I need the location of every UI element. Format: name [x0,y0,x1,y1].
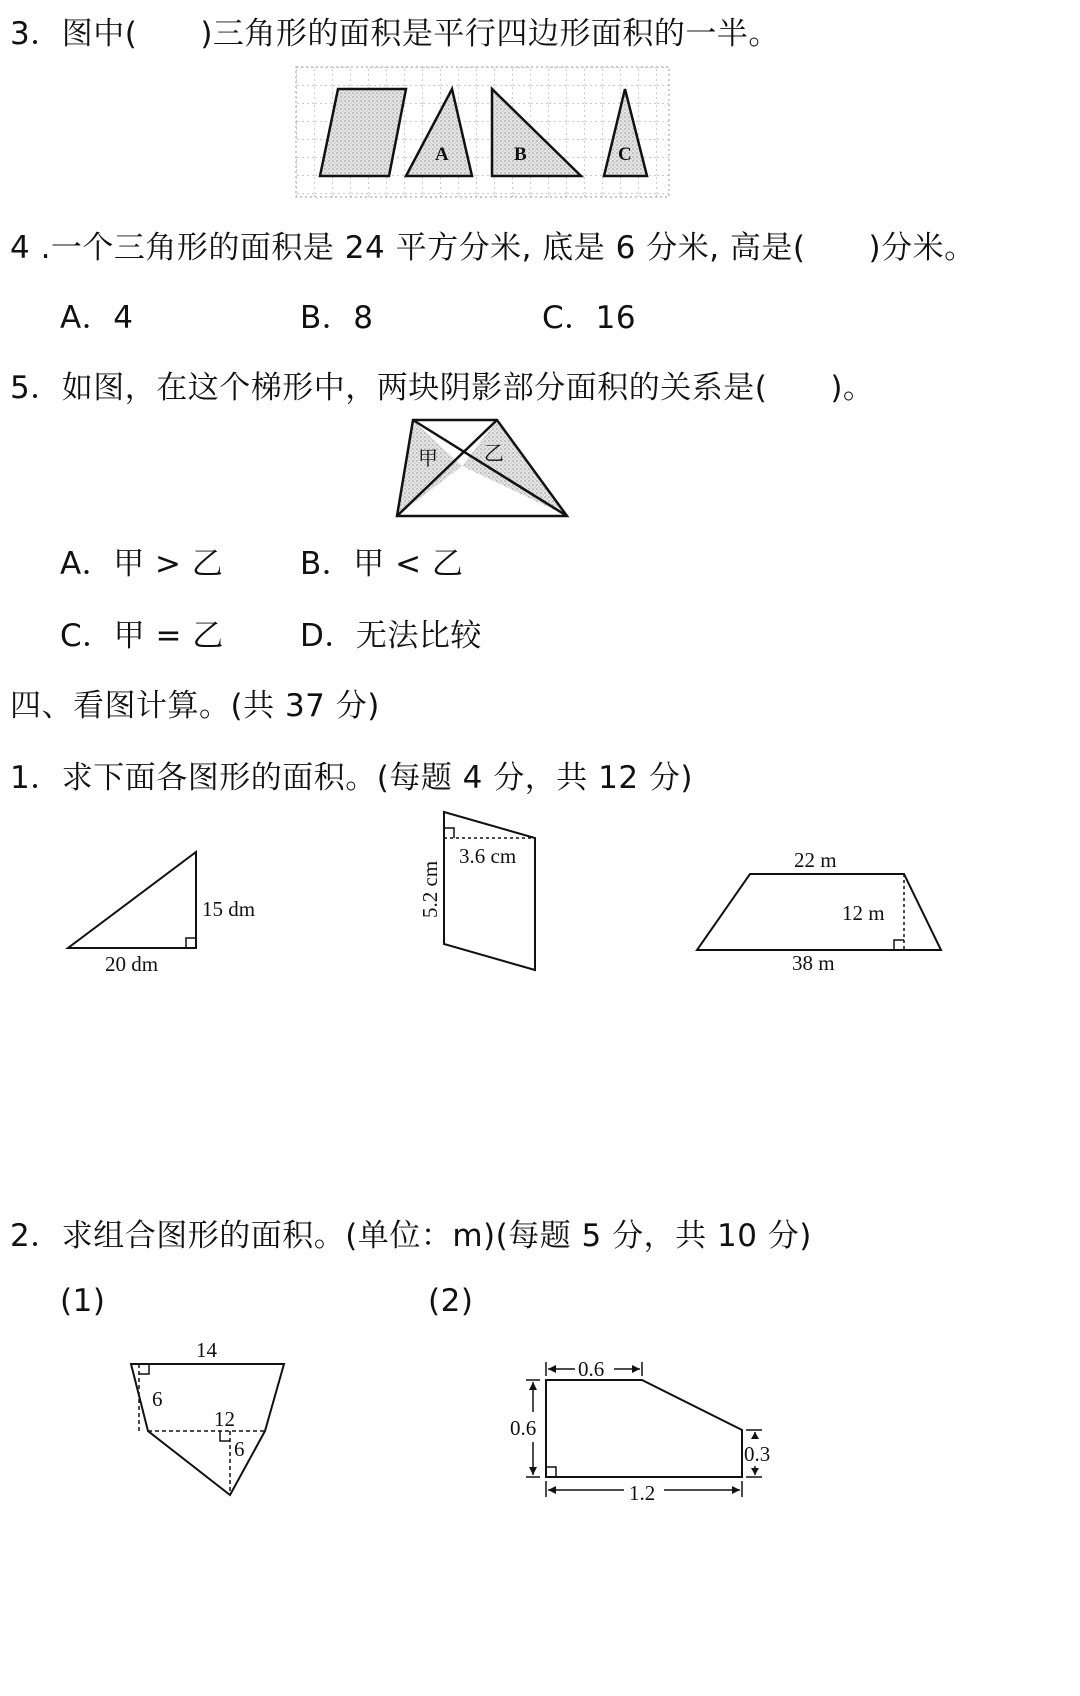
fig2-left-arrow-top [529,1382,537,1390]
fig1-right-angle-mark-1 [139,1364,149,1374]
fig1-top-label: 14 [196,1338,217,1362]
fig1-right-angle-mark-2 [220,1431,230,1441]
s4q2-fig1-label: (1) [60,1283,106,1319]
q5-option-c[interactable]: C．甲 = 乙 [60,618,224,654]
trapezoid-right-angle-mark [894,940,904,950]
fig2-top-arrow-left [548,1365,556,1373]
s4q2-fig2-label: (2) [428,1283,474,1319]
fig1-mid-label: 12 [214,1407,235,1431]
fig2-bottom-arrow-right [732,1486,740,1494]
s4q1-trapezoid [697,848,941,975]
fig2-left-label: 0.6 [510,1416,537,1440]
s4q1-text: 1．求下面各图形的面积。(每题 4 分，共 12 分) [10,760,693,796]
fig2-bottom-arrow-left [548,1486,556,1494]
q5-label-yi: 乙 [484,441,504,465]
q3-text: 3．图中( )三角形的面积是平行四边形面积的一半。 [10,16,780,52]
triangle-height-label: 15 dm [202,897,256,921]
parallelogram-side-label: 5.2 cm [418,860,442,918]
fig2-right-arrow-bottom [751,1468,759,1475]
q5-text: 5．如图，在这个梯形中，两块阴影部分面积的关系是( )。 [10,370,875,406]
q5-option-b[interactable]: B．甲 < 乙 [300,546,464,582]
fig1-shape [131,1364,284,1495]
triangle-shape [68,852,196,948]
fig1-h1-label: 6 [152,1387,163,1411]
fig2-bottom-label: 1.2 [629,1481,656,1505]
q3-figure [296,67,669,197]
fig2-right-arrow-top [751,1432,759,1439]
fig2-right-label: 0.3 [744,1442,771,1466]
q3-label-b: B [514,144,527,165]
parallelogram-height-label: 3.6 cm [459,844,517,868]
q3-label-a: A [435,144,449,165]
fig2-left-arrow-bottom [529,1467,537,1475]
s4q2-fig2 [510,1357,770,1505]
triangle-base-label: 20 dm [105,952,159,976]
parallelogram-right-angle-mark [444,828,454,838]
q3-label-c: C [618,144,632,165]
q4-option-b[interactable]: B．8 [300,300,374,336]
fig1-h2-label: 6 [234,1437,245,1461]
s4q1-parallelogram [418,812,535,970]
trapezoid-top-label: 22 m [794,848,837,872]
q4-text: 4 .一个三角形的面积是 24 平方分米, 底是 6 分米, 高是( )分米。 [10,230,976,266]
s4q1-triangle [68,852,255,976]
s4q2-fig1 [131,1338,284,1495]
s4q2-text: 2．求组合图形的面积。(单位：m)(每题 5 分，共 10 分) [10,1218,812,1254]
trapezoid-bottom-label: 38 m [792,951,835,975]
q5-label-jia: 甲 [418,446,438,470]
parallelogram-shape [444,812,535,970]
q5-option-d[interactable]: D．无法比较 [300,618,482,654]
section4-title: 四、看图计算。(共 37 分) [10,688,380,724]
trapezoid-height-label: 12 m [842,901,885,925]
fig2-top-arrow-right [632,1365,640,1373]
q4-option-c[interactable]: C．16 [542,300,637,336]
fig2-right-angle-mark [546,1467,556,1477]
fig2-top-label: 0.6 [578,1357,605,1381]
triangle-right-angle-mark [186,938,196,948]
q4-option-a[interactable]: A．4 [60,300,134,336]
fig2-shape [546,1380,742,1477]
q5-option-a[interactable]: A．甲 > 乙 [60,546,224,582]
q5-shade-yi [462,420,567,516]
q5-figure [397,420,567,516]
